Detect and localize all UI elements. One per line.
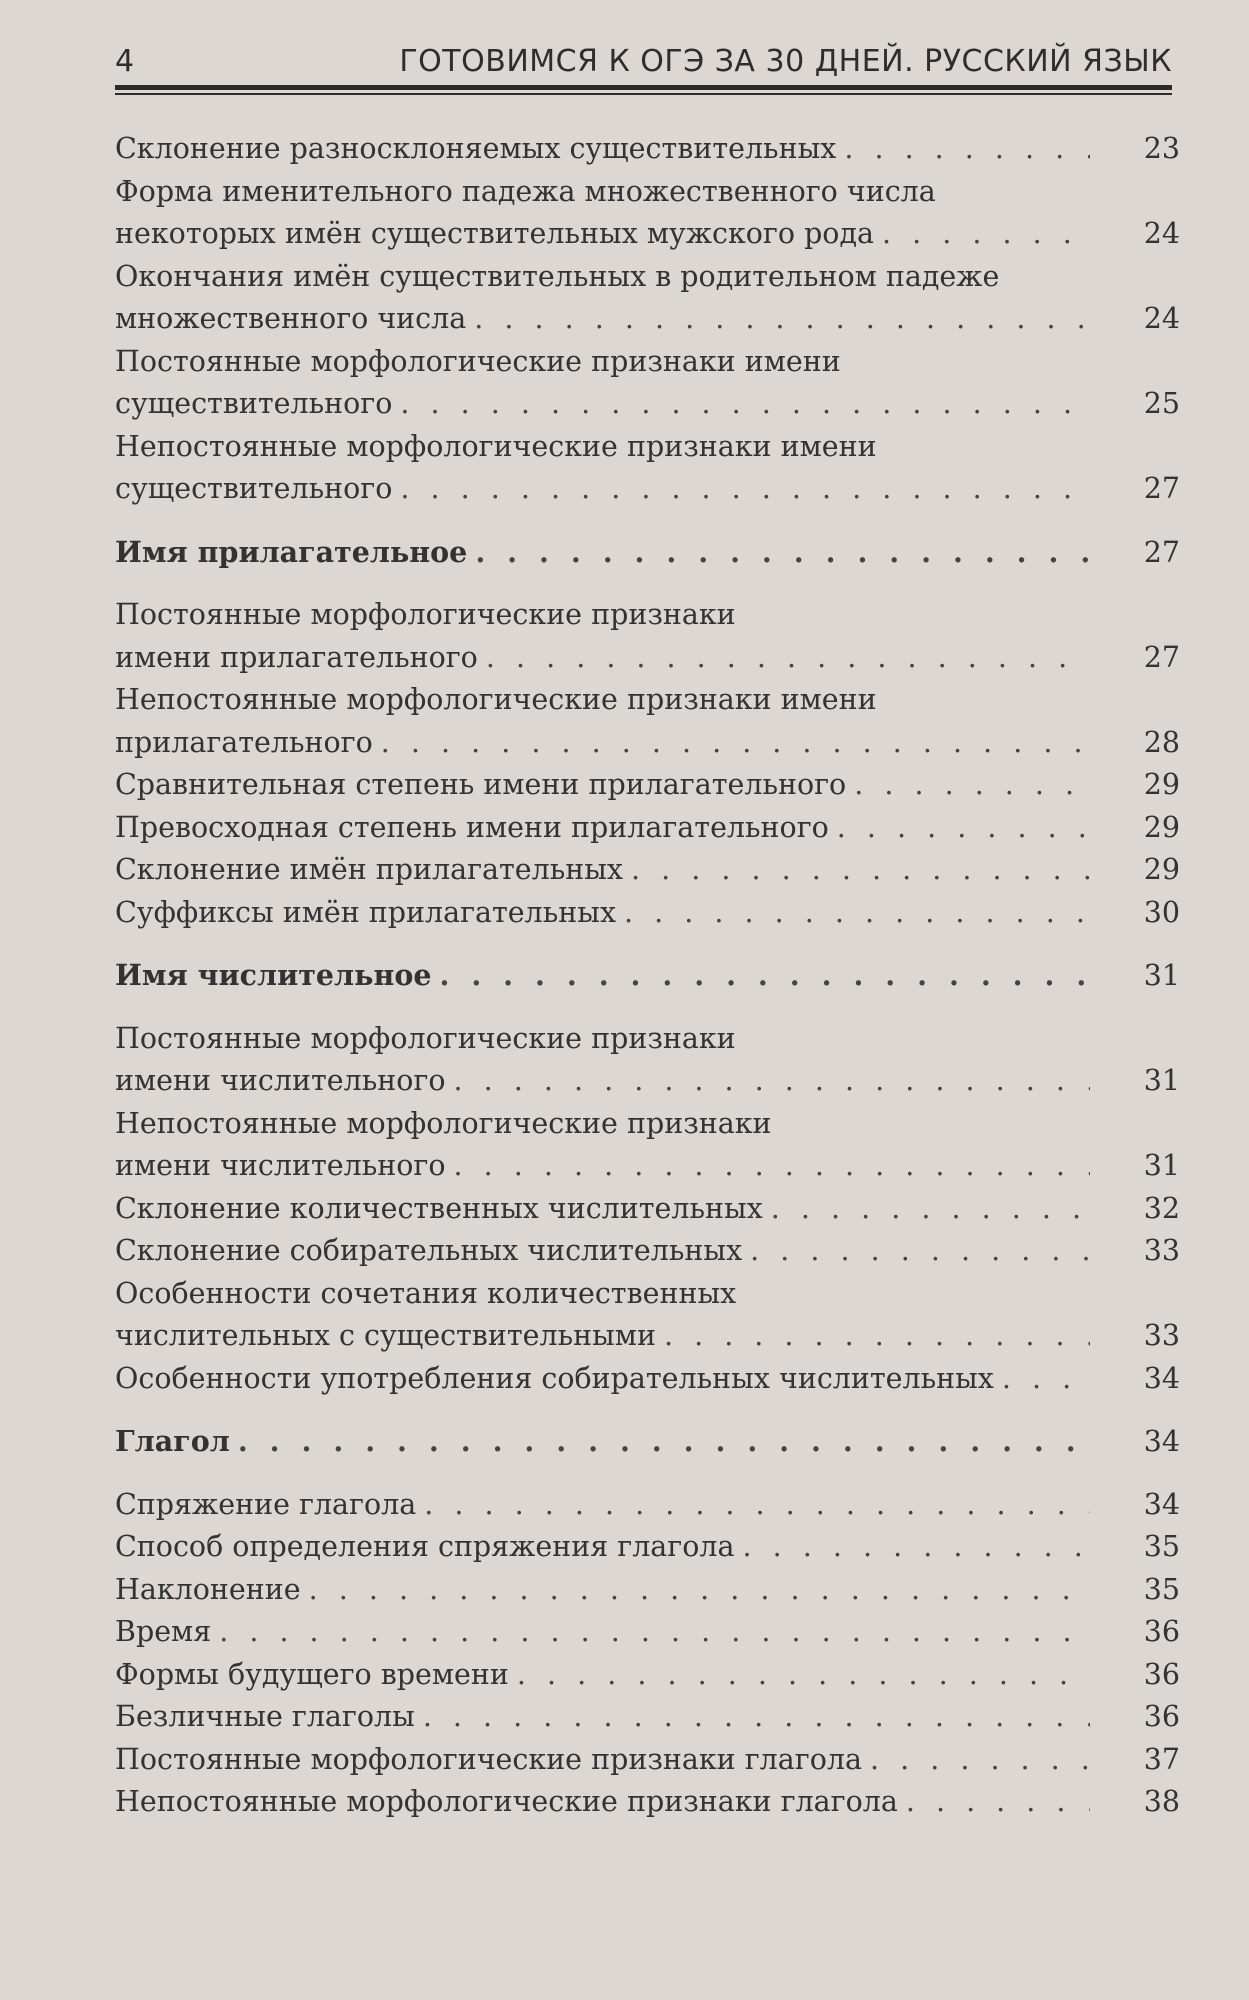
toc-page-number: 30 [1143,895,1180,929]
toc-entry-title: Сравнительная степень имени прилагательного [115,768,847,801]
dot-leader [624,892,1090,935]
dot-leader [453,1145,1090,1188]
dot-leader [517,1654,1090,1697]
toc-entry [115,128,1180,171]
toc-entry-title: Склонение количественных числительных [115,1191,763,1225]
dot-leader [906,1781,1090,1824]
toc-entry [115,1739,1180,1782]
toc-entry-title: числительных с существительными [115,1319,656,1352]
toc-entry-title: Имя числительное [115,958,432,992]
dot-leader [439,954,1090,997]
dot-leader [423,1696,1090,1739]
toc-section-heading [115,531,1180,575]
toc-entry-title: Имя прилагательное [115,534,468,569]
toc-entry-title: Наклонение [115,1572,301,1606]
toc-entry-title: Превосходная степень имени прилагательного [115,810,829,844]
toc-entry [115,1569,1180,1612]
toc-entry-title: Постоянные морфологические признаки глагола [115,1742,862,1776]
toc-entry-title: Постоянные морфологические признаки [115,1021,736,1055]
toc-page-number: 29 [1143,853,1180,886]
dot-leader [1002,1358,1090,1401]
toc-page-number: 23 [1143,132,1180,165]
dot-leader [854,764,1090,807]
table-of-contents [115,128,1180,1824]
toc-page-number: 31 [1143,1064,1180,1097]
toc-entry-title: некоторых имён существительных мужского рода [115,217,875,250]
toc-page-number: 37 [1143,1742,1180,1776]
toc-entry [115,849,1180,892]
dot-leader [631,849,1090,892]
toc-entry-title: имени числительного [115,1064,446,1097]
toc-page-number: 24 [1143,302,1180,335]
dot-leader [743,1526,1091,1569]
dot-leader [475,531,1090,574]
toc-entry [115,256,1180,341]
toc-entry [115,1484,1180,1527]
dot-leader [750,1230,1090,1273]
dot-leader [309,1569,1090,1612]
toc-entry-title: Способ определения спряжения глагола [115,1530,735,1563]
toc-page-number: 28 [1143,725,1180,759]
toc-page-number: 35 [1143,1572,1180,1606]
toc-entry-title: имени числительного [115,1149,446,1182]
dot-leader [870,1739,1090,1782]
dot-leader [882,213,1090,256]
toc-page-number: 34 [1143,1361,1180,1395]
toc-page-number: 29 [1143,768,1180,801]
toc-entry-title: множественного числа [115,302,467,335]
toc-page-number: 27 [1143,472,1180,505]
toc-page-number: 27 [1143,640,1180,674]
dot-leader [486,637,1090,680]
toc-page-number: 36 [1143,1700,1180,1733]
toc-page-number: 35 [1143,1530,1180,1563]
toc-entry [115,1018,1180,1103]
toc-entry-title: Непостоянные морфологические признаки глагола [115,1785,898,1818]
toc-entry [115,892,1180,935]
toc-page-number: 31 [1143,1149,1180,1182]
header-rule-thick [115,85,1172,90]
toc-entry-title: Постоянные морфологические признаки имени [115,344,841,378]
toc-entry-title: Спряжение глагола [115,1487,417,1521]
toc-entry [115,341,1180,426]
toc-entry-title: Особенности сочетания количественных [115,1276,737,1310]
toc-entry-title: Окончания имён существительных в родительном падеже [115,259,1000,293]
toc-entry-title: Формы будущего времени [115,1657,509,1691]
toc-section-heading [115,1420,1180,1464]
dot-leader [219,1611,1090,1654]
toc-entry [115,1358,1180,1401]
dot-leader [474,298,1090,341]
toc-page-number: 32 [1143,1191,1180,1225]
toc-page-number: 27 [1143,535,1180,569]
toc-page-number: 34 [1143,1487,1180,1521]
toc-entry [115,1188,1180,1231]
dot-leader [453,1060,1090,1103]
dot-leader [238,1420,1090,1463]
toc-page-number: 33 [1143,1234,1180,1267]
toc-entry-title: Особенности употребления собирательных числительных [115,1361,994,1395]
toc-page-number: 33 [1143,1319,1180,1352]
dot-leader [400,468,1090,511]
toc-entry-title: Непостоянные морфологические признаки [115,1106,772,1140]
dot-leader [381,722,1090,765]
toc-entry [115,171,1180,256]
toc-entry [115,1696,1180,1739]
toc-entry-title: Постоянные морфологические признаки [115,598,736,631]
dot-leader [771,1188,1090,1231]
toc-entry-title: прилагательного [115,725,373,759]
toc-entry [115,1103,1180,1188]
toc-entry [115,679,1180,764]
toc-entry-title: Непостоянные морфологические признаки имени [115,683,877,716]
toc-entry [115,807,1180,850]
header-rule-thin [115,93,1172,95]
toc-page-number: 31 [1143,959,1180,992]
toc-entry-title: Глагол [115,1424,230,1458]
toc-entry-title: Склонение собирательных числительных [115,1234,743,1267]
toc-entry-title: Склонение разносклоняемых существительных [115,132,837,165]
toc-entry-title: существительного [115,387,393,420]
toc-entry-title: имени прилагательного [115,640,478,674]
toc-entry-title: Суффиксы имён прилагательных [115,895,617,929]
toc-entry-title: Время [115,1615,212,1648]
toc-entry [115,1526,1180,1569]
page-number: 4 [115,44,135,79]
toc-section-heading [115,954,1180,998]
toc-page-number: 29 [1143,810,1180,844]
running-header [115,40,1172,90]
toc-entry-title: Непостоянные морфологические признаки имени [115,429,877,463]
dot-leader [844,128,1090,171]
toc-entry-title: Форма именительного падежа множественного числа [115,174,936,208]
toc-entry [115,426,1180,511]
toc-entry-title: Склонение имён прилагательных [115,853,624,886]
toc-page-number: 25 [1143,387,1180,420]
toc-entry [115,764,1180,807]
running-title: ГОТОВИМСЯ К ОГЭ ЗА 30 ДНЕЙ. РУССКИЙ ЯЗЫК [399,44,1172,79]
toc-entry-title: Безличные глаголы [115,1700,415,1733]
dot-leader [424,1484,1090,1527]
toc-entry [115,1273,1180,1358]
toc-page-number: 34 [1143,1425,1180,1458]
dot-leader [837,807,1090,850]
toc-page-number: 36 [1143,1657,1180,1691]
dot-leader [400,383,1090,426]
toc-entry [115,1230,1180,1273]
toc-page-number: 24 [1143,217,1180,250]
toc-page-number: 36 [1143,1615,1180,1648]
toc-entry-title: существительного [115,472,393,505]
toc-entry [115,1611,1180,1654]
dot-leader [664,1315,1090,1358]
toc-entry [115,1781,1180,1824]
toc-entry [115,594,1180,679]
toc-entry [115,1654,1180,1697]
toc-page-number: 38 [1143,1785,1180,1818]
